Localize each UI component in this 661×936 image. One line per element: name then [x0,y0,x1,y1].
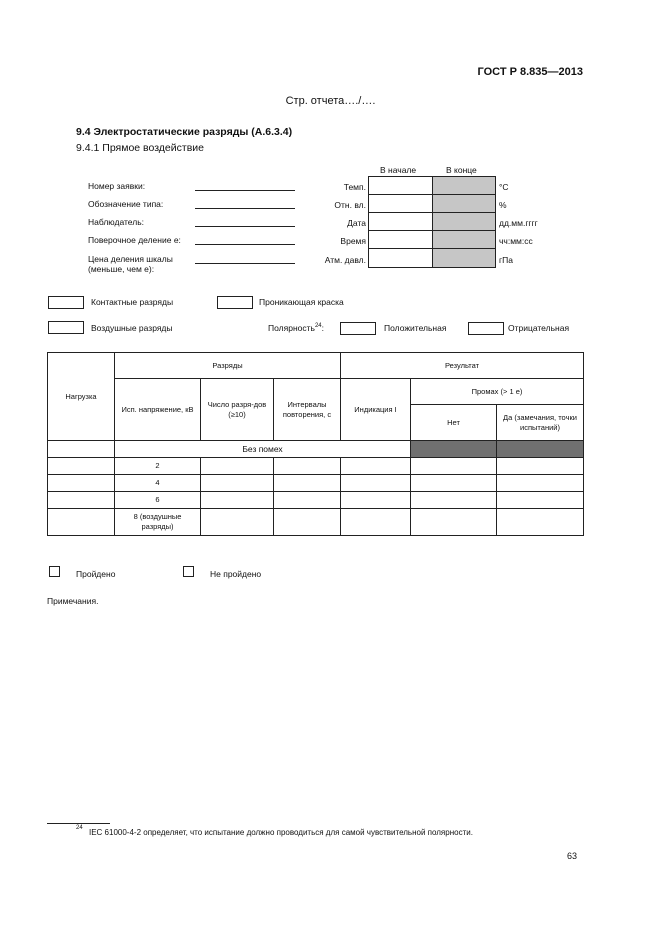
result-header: Результат [341,353,584,379]
table-row [48,492,584,509]
passed-label: Пройдено [76,569,116,579]
env-cell-date-end[interactable] [432,212,496,231]
miss-header: Промах (> 1 е) [411,379,584,405]
discharge-count-header: Число разря-дов (≥10) [201,379,274,441]
table-cell[interactable] [48,475,115,492]
footnote-number: 24 [76,825,83,831]
table-cell[interactable] [341,475,411,492]
voltage-value: 8 (воздушные разряды) [115,509,201,536]
polarity-label: Полярность$^{24}$: [268,323,324,333]
env-cell-pressure-start[interactable] [368,248,433,268]
env-unit-time: чч:мм:сс [499,236,533,246]
table-cell[interactable] [497,509,584,536]
field-line-observer[interactable] [195,226,295,227]
env-label-humidity: Отн. вл. [334,200,366,210]
footnote-divider [47,823,110,824]
table-cell[interactable] [341,458,411,475]
table-cell[interactable] [497,492,584,509]
miss-no-header: Нет [411,405,497,441]
env-cell-pressure-end[interactable] [432,248,496,268]
negative-polarity-checkbox[interactable] [468,322,504,335]
failed-label: Не пройдено [210,569,262,579]
repeat-interval-header: Интервалы повторения, с [274,379,341,441]
table-cell[interactable] [48,492,115,509]
env-unit-temp: °С [499,182,509,192]
env-label-time: Время [340,236,366,246]
table-cell[interactable] [411,475,497,492]
env-label-date: Дата [347,218,366,228]
standard-header: ГОСТ Р 8.835—2013 [477,66,583,78]
voltage-value: 4 [115,475,201,492]
voltage-value: 2 [115,458,201,475]
table-row [48,475,584,492]
env-cell-time-end[interactable] [432,230,496,249]
table-cell[interactable] [497,458,584,475]
indication-header: Индикация I [341,379,411,441]
table-cell[interactable] [48,458,115,475]
page-reference: Стр. отчета…./…. [285,95,376,107]
env-cell-time-start[interactable] [368,230,433,249]
env-col-start: В начале [380,165,417,175]
table-cell[interactable] [48,441,115,458]
passed-checkbox[interactable] [49,566,60,577]
negative-polarity-label: Отрицательная [508,323,570,333]
contact-discharge-label: Контактные разряды [91,297,174,307]
positive-polarity-checkbox[interactable] [340,322,376,335]
table-cell-shaded [497,441,584,458]
page-number: 63 [566,851,577,861]
contact-discharge-checkbox[interactable] [48,296,84,309]
env-cell-date-start[interactable] [368,212,433,231]
air-discharge-label: Воздушные разряды [91,323,173,333]
field-line-type[interactable] [195,208,295,209]
table-cell[interactable] [201,475,274,492]
table-cell[interactable] [274,509,341,536]
field-line-verification[interactable] [195,244,295,245]
field-label-scale-2: (меньше, чем е): [88,264,155,274]
field-label-observer: Наблюдатель: [88,217,144,227]
failed-checkbox[interactable] [183,566,194,577]
table-cell[interactable] [341,492,411,509]
voltage-value: 6 [115,492,201,509]
env-cell-temp-end[interactable] [432,176,496,195]
miss-yes-header: Да (замечания, точки испытаний) [497,405,584,441]
load-header: Нагрузка [48,353,115,441]
field-label-type: Обозначение типа: [88,199,164,209]
table-cell[interactable] [48,509,115,536]
notes-label: Примечания. [47,596,99,606]
table-row [48,458,584,475]
table-cell-shaded [411,441,497,458]
table-cell[interactable] [411,509,497,536]
positive-polarity-label: Положительная [384,323,447,333]
penetrating-paint-checkbox[interactable] [217,296,253,309]
table-cell[interactable] [341,509,411,536]
discharges-header: Разряды [115,353,341,379]
test-voltage-header: Исп. напряжение, кВ [115,379,201,441]
env-label-pressure: Атм. давл. [324,255,366,265]
field-label-request: Номер заявки: [88,181,146,191]
field-label-scale: Цена деления шкалы [88,254,173,264]
env-unit-pressure: гПа [499,255,513,265]
env-col-end: В конце [446,165,477,175]
footnote-text: IEC 61000-4-2 определяет, что испытание должно проводиться для самой чувствительной полярности. [89,828,473,837]
table-cell[interactable] [497,475,584,492]
polarity-footnote-ref: 24 [314,323,322,330]
env-label-temp: Темп. [343,182,366,192]
env-unit-date: дд.мм.гггг [499,218,538,228]
table-cell[interactable] [411,458,497,475]
env-unit-humidity: % [499,200,507,210]
esd-results-table [47,352,584,536]
table-row [48,509,584,536]
table-cell[interactable] [411,492,497,509]
table-cell[interactable] [274,475,341,492]
env-cell-temp-start[interactable] [368,176,433,195]
table-cell[interactable] [201,492,274,509]
table-cell[interactable] [201,509,274,536]
subsection-title: 9.4.1 Прямое воздействие [76,142,204,154]
env-cell-humidity-start[interactable] [368,194,433,213]
air-discharge-checkbox[interactable] [48,321,84,334]
field-label-verification: Поверочное деление е: [88,235,181,245]
field-line-scale[interactable] [195,263,295,264]
no-interference-row: Без помех [115,441,411,458]
penetrating-paint-label: Проникающая краска [259,297,344,307]
table-cell[interactable] [274,492,341,509]
table-cell[interactable] [274,458,341,475]
table-cell[interactable] [201,458,274,475]
section-title: 9.4 Электростатические разряды (А.6.3.4) [76,126,293,138]
env-cell-humidity-end[interactable] [432,194,496,213]
field-line-request[interactable] [195,190,295,191]
